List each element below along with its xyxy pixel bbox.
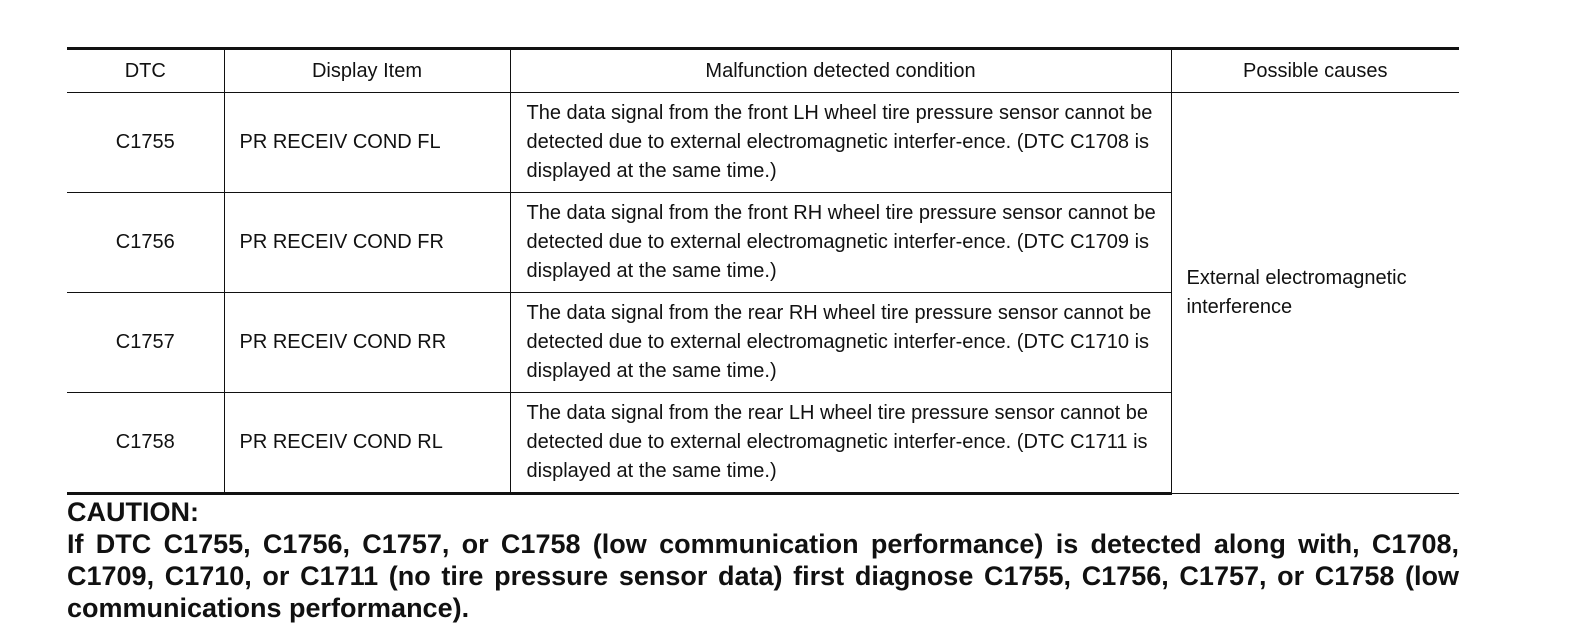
caution-block <box>67 496 1459 624</box>
dtc-code: C1755 <box>67 93 224 193</box>
display-item: PR RECEIV COND RL <box>224 393 510 494</box>
dtc-code: C1758 <box>67 393 224 494</box>
header-malfunction-condition: Malfunction detected condition <box>510 49 1171 93</box>
dtc-table <box>67 47 1459 495</box>
malfunction-condition: The data signal from the rear RH wheel tire pressure sensor cannot be detected due to external electromagnetic interfer-ence. (DTC C1710 is displayed at the same time.) <box>510 293 1171 393</box>
header-display-item: Display Item <box>224 49 510 93</box>
display-item: PR RECEIV COND FL <box>224 93 510 193</box>
malfunction-condition: The data signal from the rear LH wheel tire pressure sensor cannot be detected due to external electromagnetic interfer-ence. (DTC C1711 is displayed at the same time.) <box>510 393 1171 494</box>
malfunction-condition: The data signal from the front LH wheel tire pressure sensor cannot be detected due to external electromagnetic interfer-ence. (DTC C1708 is displayed at the same time.) <box>510 93 1171 193</box>
dtc-code: C1756 <box>67 193 224 293</box>
dtc-code: C1757 <box>67 293 224 393</box>
caution-title: CAUTION: <box>67 497 199 527</box>
table-header-row <box>67 49 1459 93</box>
header-possible-causes: Possible causes <box>1171 49 1459 93</box>
display-item: PR RECEIV COND FR <box>224 193 510 293</box>
table-row <box>67 93 1459 193</box>
caution-text: If DTC C1755, C1756, C1757, or C1758 (low communication performance) is detected along with, C1708, C1709, C1710, or C1711 (no tire pressure sensor data) first diagnose C1755, C1756, C1757, or C1758 (low communications performance). <box>67 529 1459 623</box>
header-dtc: DTC <box>67 49 224 93</box>
possible-cause: External electromagnetic interference <box>1171 93 1459 494</box>
malfunction-condition: The data signal from the front RH wheel tire pressure sensor cannot be detected due to external electromagnetic interfer-ence. (DTC C1709 is displayed at the same time.) <box>510 193 1171 293</box>
display-item: PR RECEIV COND RR <box>224 293 510 393</box>
